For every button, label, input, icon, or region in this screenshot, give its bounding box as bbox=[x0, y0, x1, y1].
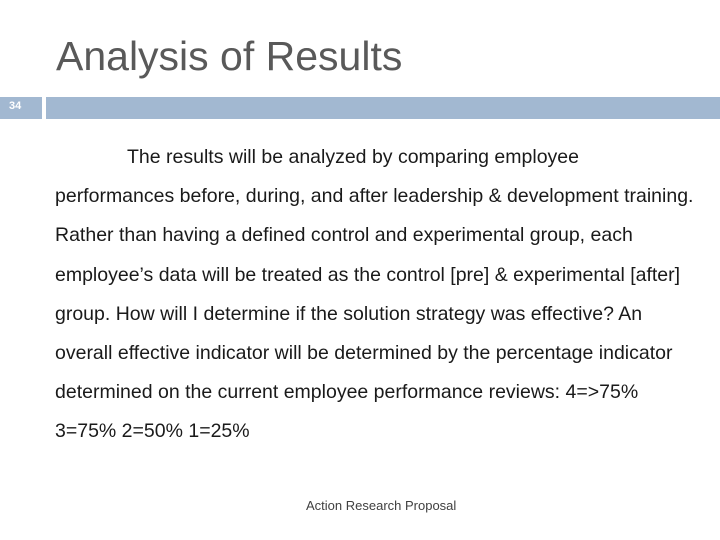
slide-footer: Action Research Proposal bbox=[306, 498, 457, 513]
slide-number-badge bbox=[0, 97, 42, 119]
slide-title: Analysis of Results bbox=[56, 33, 403, 79]
body-paragraph: The results will be analyzed by comparing employee performances before, during, and after leadership & development training. Rather than having a defined control and experimental group, each employee’s data will be treated as the control [pre] & experimental [after] group. How will I determine if the solution strategy was effective? An overall effective indicator will be determined by the percentage indicator determined on the current employee performance reviews: 4=>75% 3=75% 2=50% 1=25% bbox=[55, 146, 694, 443]
slide-number: 34 bbox=[9, 100, 22, 112]
title-divider-bar bbox=[46, 97, 720, 119]
